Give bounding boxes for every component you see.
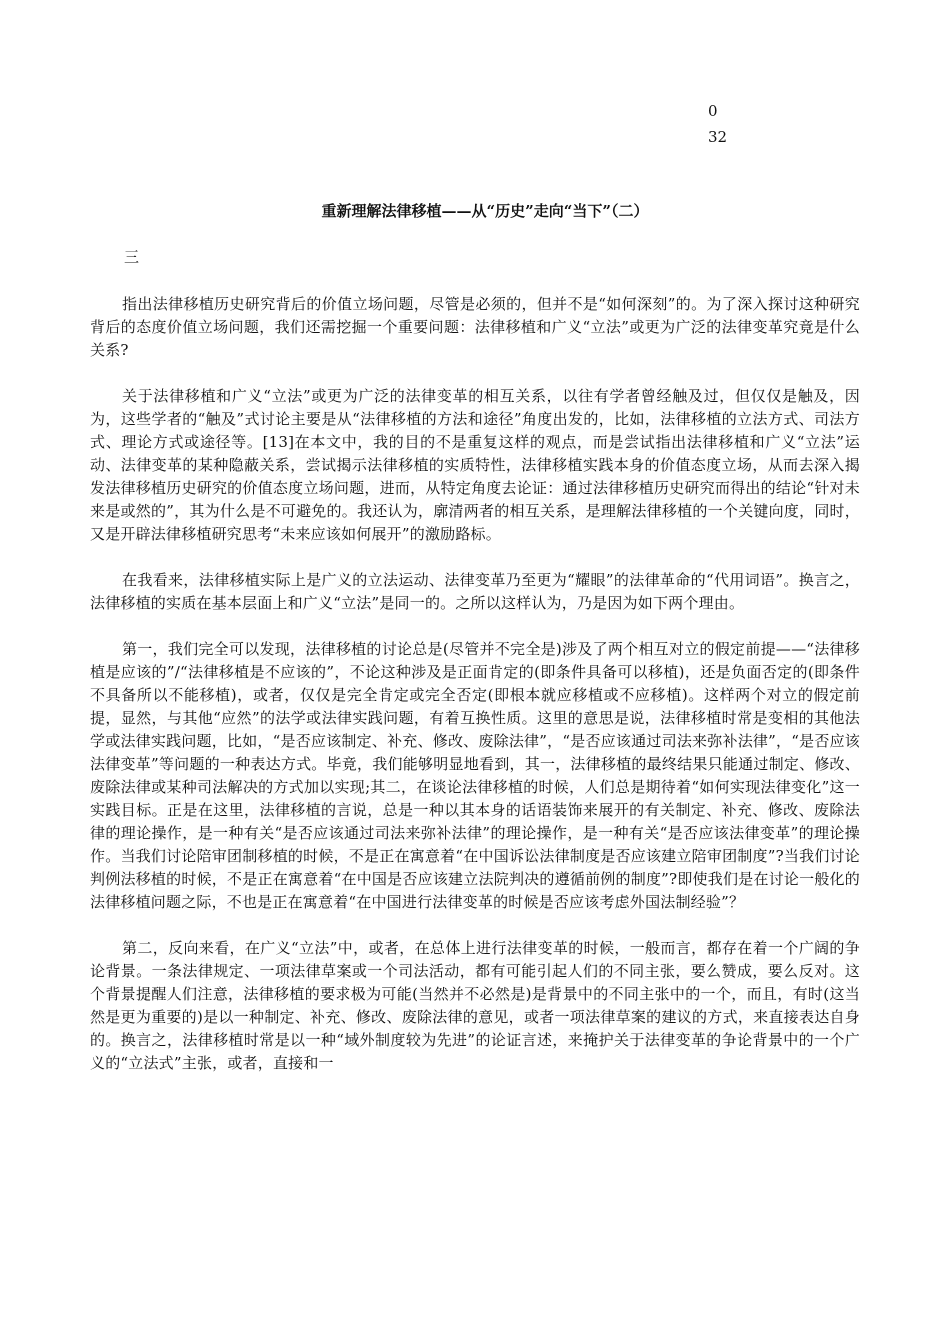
section-heading: 三 — [124, 248, 140, 266]
page-number-bottom: 32 — [708, 128, 728, 146]
paragraph-4: 第一，我们完全可以发现，法律移植的讨论总是(尽管并不完全是)涉及了两个相互对立的假定前提——“法律移植是应该的”/“法律移植是不应该的”，不论这种涉及是正面肯定的(即条件具备可以移植)，还是负面否定的(即条件不具备所以不能移植)，或者，仅仅是完全肯定或完全否定(即根本就应移植或不应移植)。这样两个对立的假定前提，显然，与其他“应然”的法学或法律实践问题，有着互换性质。这里的意思是说，法律移植时常是变相的其他法学或法律实践问题，比如，“是否应该制定、补充、修改、废除法律”，“是否应该通过司法来弥补法律”，“是否应该法律变革”等问题的一种表达方式。毕竟，我们能够明显地看到，其一，法律移植的最终结果只能通过制定、修改、废除法律或某种司法解决的方式加以实现;其二，在谈论法律移植的时候，人们总是期待着“如何实现法律变化”这一实践目标。正是在这里，法律移植的言说，总是一种以其本身的话语装饰来展开的有关制定、补充、修改、废除法律的理论操作，是一种有关“是否应该通过司法来弥补法律”的理论操作，是一种有关“是否应该法律变革”的理论操作。当我们讨论陪审团制移植的时候，不是正在寓意着“在中国诉讼法律制度是否应该建立陪审团制度”?当我们讨论判例法移植的时候，不是正在寓意着“在中国是否应该建立法院判决的遵循前例的制度”?即使我们是在讨论一般化的法律移植问题之际，不也是正在寓意着“在中国进行法律变革的时候是否应该考虑外国法制经验”？ — [90, 640, 860, 911]
paragraph-3: 在我看来，法律移植实际上是广义的立法运动、法律变革乃至更为“耀眼”的法律革命的“代用词语”。换言之，法律移植的实质在基本层面上和广义“立法”是同一的。之所以这样认为，乃是因为如下两个理由。 — [90, 571, 860, 612]
paragraph-5: 第二，反向来看，在广义“立法”中，或者，在总体上进行法律变革的时候，一般而言，都存在着一个广阔的争论背景。一条法律规定、一项法律草案或一个司法活动，都有可能引起人们的不同主张，要么赞成，要么反对。这个背景提醒人们注意，法律移植的要求极为可能(当然并不必然是)是背景中的不同主张中的一个，而且，有时(这当然是更为重要的)是以一种制定、补充、修改、废除法律的意见，或者一项法律草案的建议的方式，来直接表达自身的。换言之，法律移植时常是以一种“域外制度较为先进”的论证言述，来掩护关于法律变革的争论背景中的一个广义的“立法式”主张，或者，直接和一 — [90, 939, 860, 1072]
paragraph-2: 关于法律移植和广义“立法”或更为广泛的法律变革的相互关系，以往有学者曾经触及过，但仅仅是触及，因为，这些学者的“触及”式讨论主要是从“法律移植的方法和途径”角度出发的，比如，法律移植的立法方式、司法方式、理论方式或途径等。[13]在本文中，我的目的不是重复这样的观点，而是尝试指出法律移植和广义“立法”运动、法律变革的某种隐蔽关系，尝试揭示法律移植的实质特性，法律移植实践本身的价值态度立场，从而去深入揭发法律移植历史研究的价值态度立场问题，进而，从特定角度去论证：通过法律移植历史研究而得出的结论“针对未来是或然的”，其为什么是不可避免的。我还认为，廓清两者的相互关系，是理解法律移植的一个关键向度，同时，又是开辟法律移植研究思考“未来应该如何展开”的激励路标。 — [90, 387, 860, 543]
article-title: 重新理解法律移植——从“历史”走向“当下”（二） — [321, 202, 649, 220]
paragraph-1: 指出法律移植历史研究背后的价值立场问题，尽管是必须的，但并不是“如何深刻”的。为了深入探讨这种研究背后的态度价值立场问题，我们还需挖掘一个重要问题：法律移植和广义“立法”或更为广泛的法律变革究竟是什么关系? — [90, 295, 860, 359]
article-body — [90, 293, 860, 1098]
page-number-top: 0 — [708, 102, 718, 120]
